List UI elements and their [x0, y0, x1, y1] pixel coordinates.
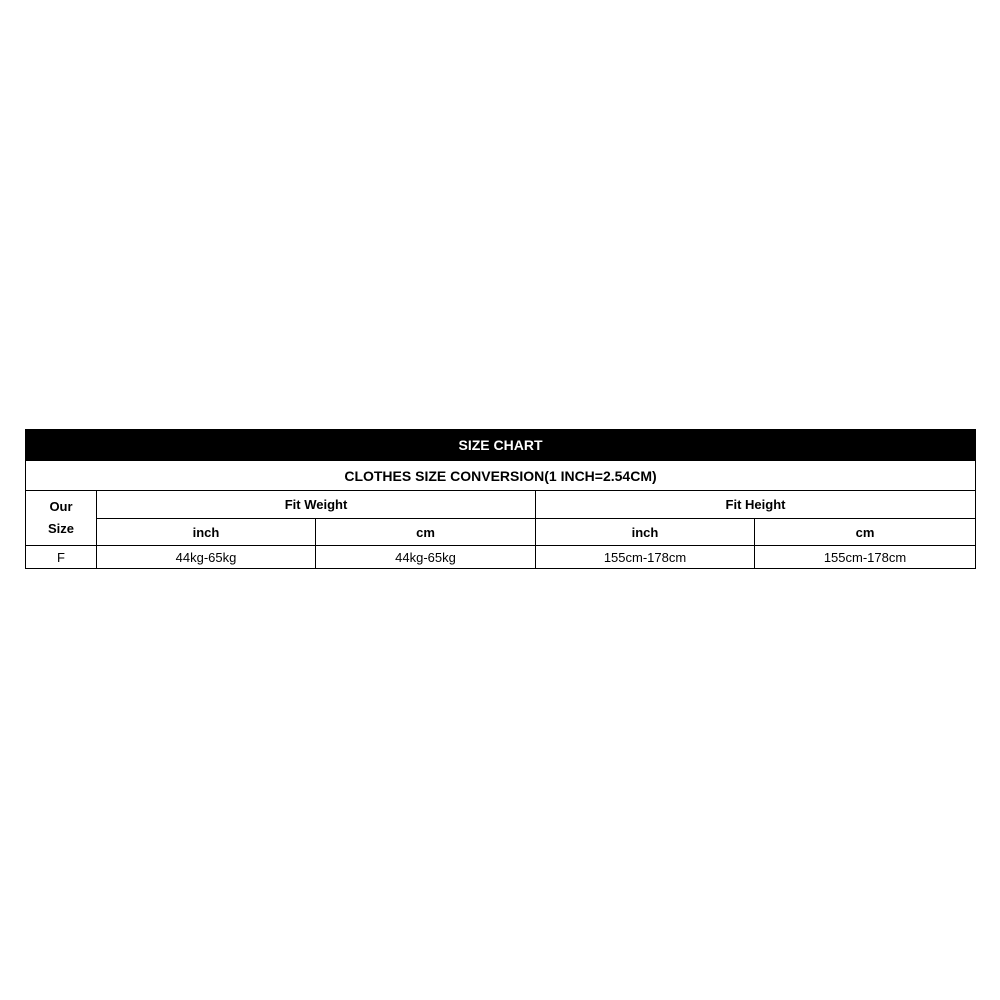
fit-height-header: Fit Height	[536, 491, 976, 519]
our-size-label-line1: Our	[49, 499, 73, 514]
unit-header-row	[26, 519, 976, 546]
conversion-subtitle: CLOTHES SIZE CONVERSION(1 INCH=2.54CM)	[26, 461, 976, 491]
weight-cm-header: cm	[316, 519, 536, 546]
our-size-header	[26, 491, 97, 546]
size-cell: F	[26, 546, 97, 569]
height-inch-header: inch	[536, 519, 755, 546]
weight-inch-cell: 44kg-65kg	[97, 546, 316, 569]
weight-inch-header: inch	[97, 519, 316, 546]
subtitle-row	[26, 461, 976, 491]
height-cm-header: cm	[755, 519, 976, 546]
height-cm-cell: 155cm-178cm	[755, 546, 976, 569]
title-row	[26, 430, 976, 461]
height-inch-cell: 155cm-178cm	[536, 546, 755, 569]
fit-weight-header: Fit Weight	[97, 491, 536, 519]
table-row	[26, 546, 976, 569]
group-header-row	[26, 491, 976, 519]
our-size-label-line2: Size	[47, 521, 74, 536]
weight-cm-cell: 44kg-65kg	[316, 546, 536, 569]
size-chart-table	[25, 429, 976, 569]
size-chart-title: SIZE CHART	[26, 430, 976, 461]
